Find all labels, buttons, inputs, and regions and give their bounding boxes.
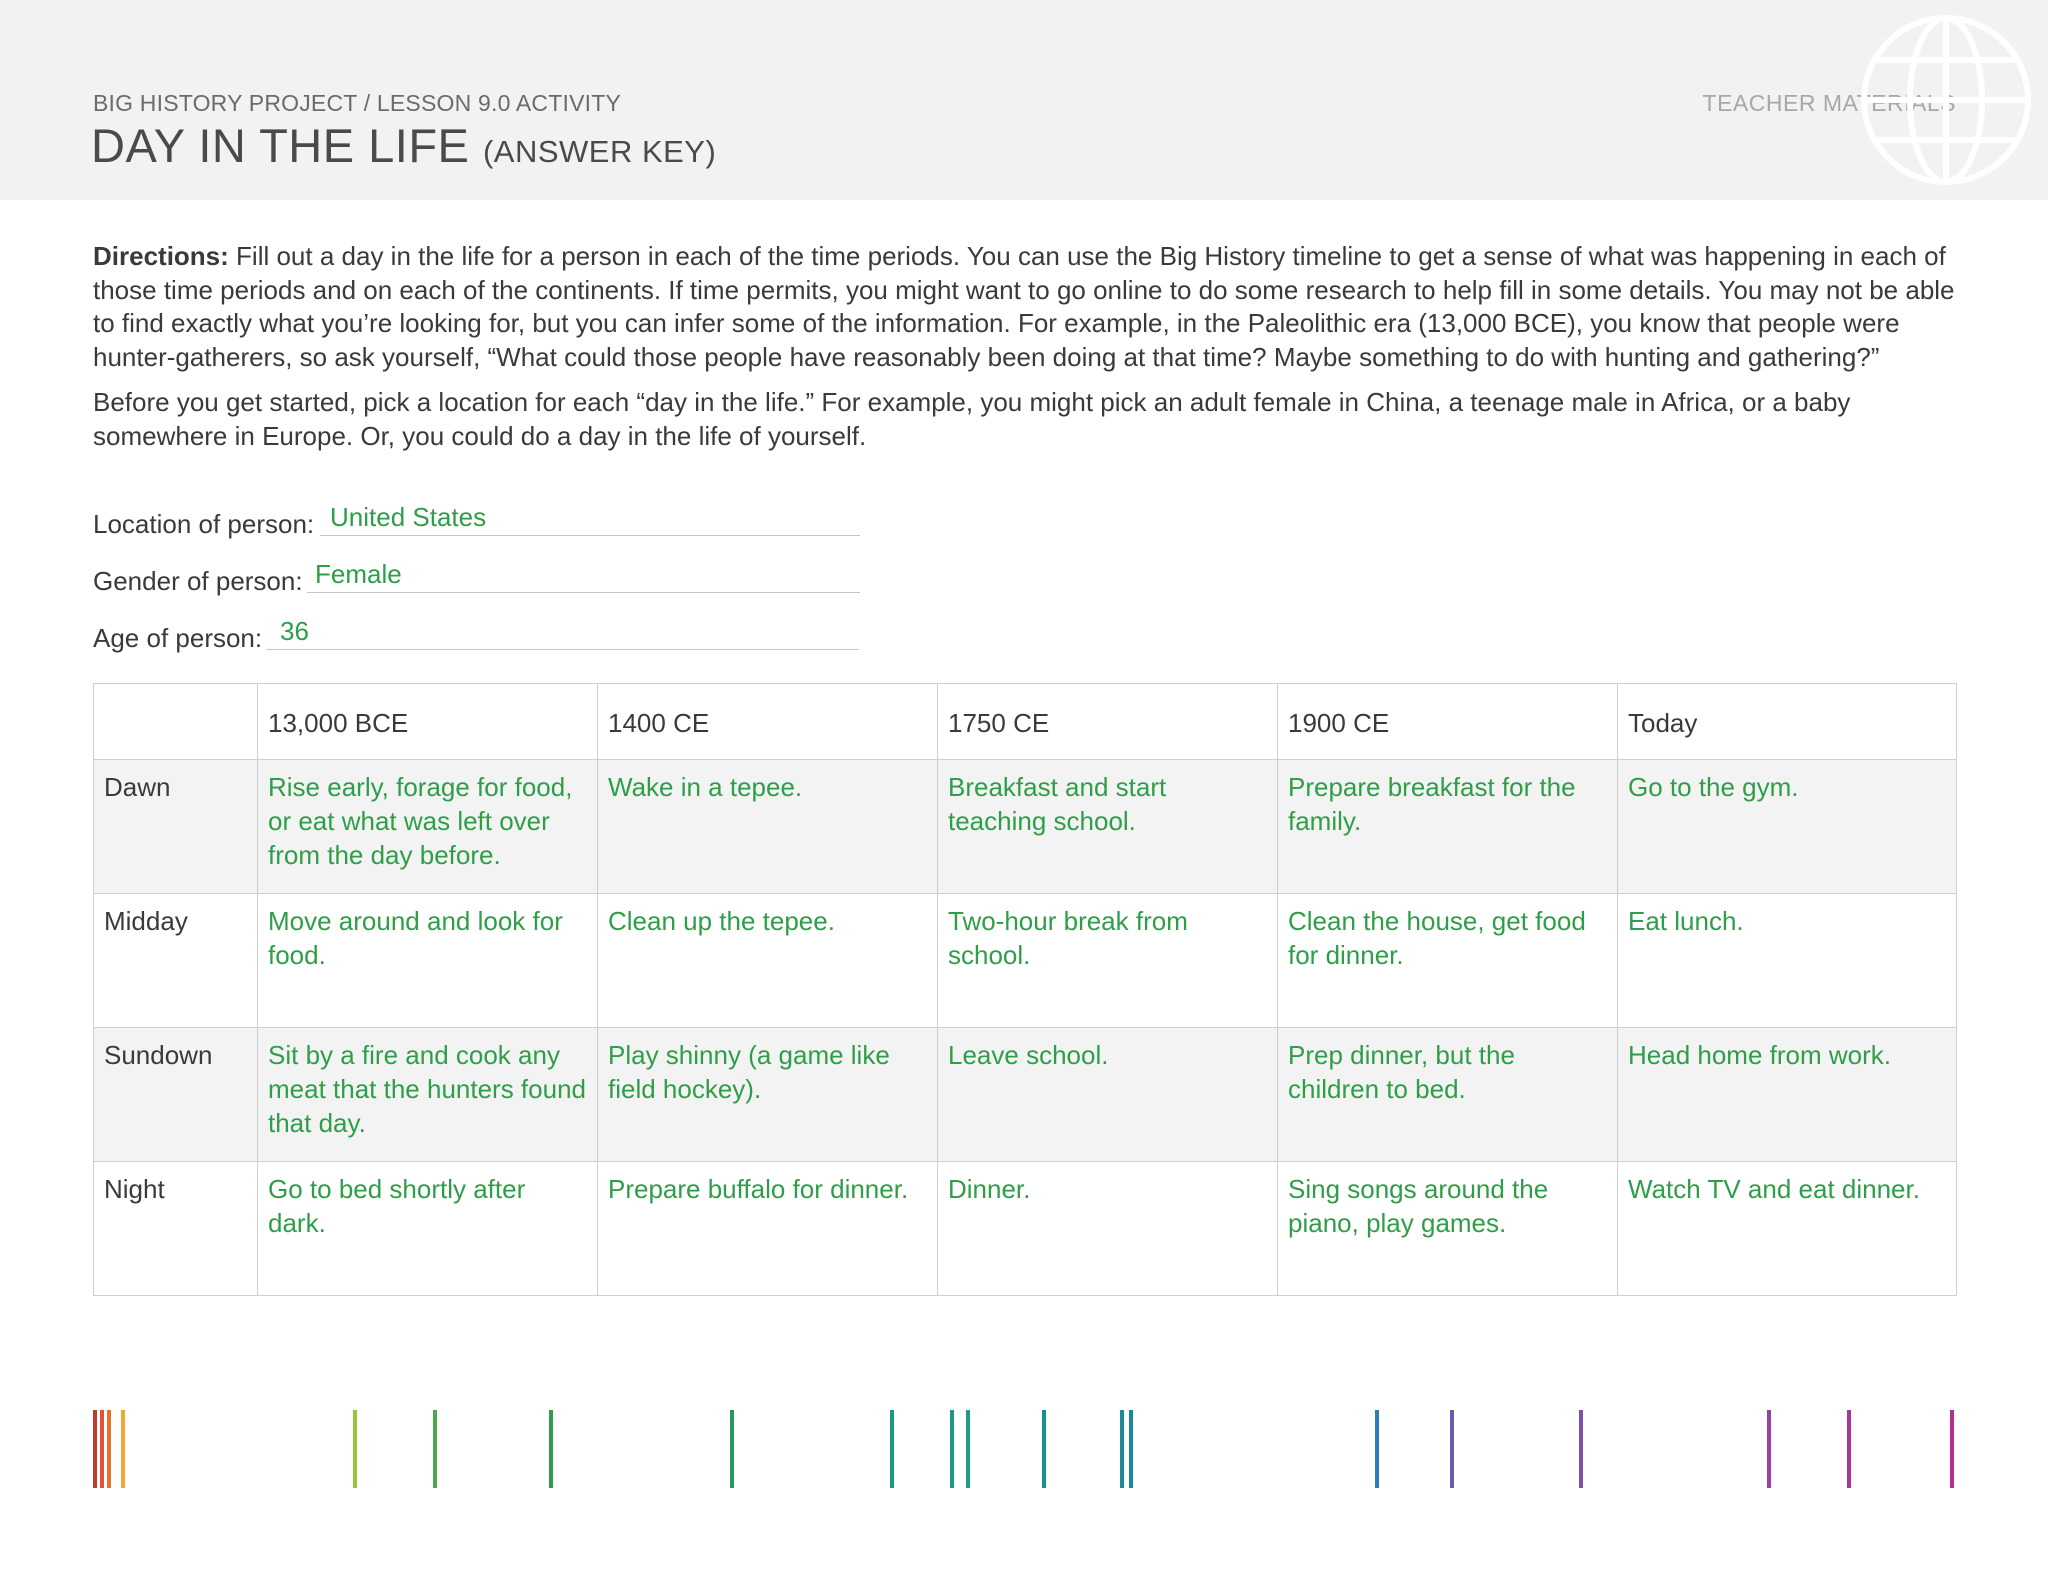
answer-cell[interactable]: Two-hour break from school. (938, 894, 1278, 1028)
page-header (0, 0, 2048, 200)
answer-cell[interactable]: Leave school. (938, 1028, 1278, 1162)
answer-cell[interactable]: Dinner. (938, 1162, 1278, 1296)
age-field (93, 614, 863, 654)
location-value: United States (330, 502, 487, 532)
answer-cell[interactable]: Prep dinner, but the children to bed. (1278, 1028, 1618, 1162)
location-input[interactable] (320, 500, 860, 536)
answer-cell[interactable]: Prepare buffalo for dinner. (598, 1162, 938, 1296)
table-row (94, 1162, 1957, 1296)
day-in-the-life-table (93, 683, 1957, 1296)
row-label: Night (94, 1162, 258, 1296)
column-header: 1750 CE (938, 684, 1278, 760)
directions-text (93, 240, 1973, 453)
answer-cell[interactable]: Go to the gym. (1618, 760, 1957, 894)
age-input[interactable] (266, 614, 859, 650)
directions-paragraph (93, 240, 1973, 374)
column-header: Today (1618, 684, 1957, 760)
page-title-main: DAY IN THE LIFE (91, 119, 470, 172)
column-header: 1400 CE (598, 684, 938, 760)
table-row (94, 760, 1957, 894)
age-label: Age of person: (93, 623, 263, 653)
column-header: 13,000 BCE (258, 684, 598, 760)
answer-cell[interactable]: Sit by a fire and cook any meat that the hunters found that day. (258, 1028, 598, 1162)
location-field (93, 500, 863, 540)
gender-field (93, 557, 863, 597)
table-header-row (94, 684, 1957, 760)
answer-cell[interactable]: Move around and look for food. (258, 894, 598, 1028)
table-row (94, 894, 1957, 1028)
table-row (94, 1028, 1957, 1162)
answer-cell[interactable]: Eat lunch. (1618, 894, 1957, 1028)
globe-icon (1848, 8, 2048, 200)
timeline-stripes-decoration (0, 1410, 2048, 1490)
directions-second-paragraph: Before you get started, pick a location for each “day in the life.” For example, you might pick an adult female in China, a teenage male in Africa, or a baby somewhere in Europe. Or, you could do a day in the life of yourself. (93, 387, 1851, 451)
answer-cell[interactable]: Breakfast and start teaching school. (938, 760, 1278, 894)
answer-cell[interactable]: Clean the house, get food for dinner. (1278, 894, 1618, 1028)
directions-lead: Directions: (93, 241, 229, 271)
answer-cell[interactable]: Head home from work. (1618, 1028, 1957, 1162)
row-label: Sundown (94, 1028, 258, 1162)
answer-cell[interactable]: Wake in a tepee. (598, 760, 938, 894)
column-header: 1900 CE (1278, 684, 1618, 760)
row-label: Dawn (94, 760, 258, 894)
answer-cell[interactable]: Go to bed shortly after dark. (258, 1162, 598, 1296)
gender-input[interactable] (307, 557, 860, 593)
column-header-blank (94, 684, 258, 760)
gender-value: Female (315, 559, 402, 589)
gender-label: Gender of person: (93, 566, 303, 596)
answer-cell[interactable]: Watch TV and eat dinner. (1618, 1162, 1957, 1296)
lesson-kicker: BIG HISTORY PROJECT / LESSON 9.0 ACTIVITY (93, 90, 621, 116)
directions-body: Fill out a day in the life for a person in each of the time periods. You can use the Big History timeline to get a sense of what was happening in each of those time periods and on each of the continents. If time permits, you might want to go online to do some research to help fill in some details. You may not be able to find exactly what you’re looking for, but you can infer some of the information. For example, in the Paleolithic era (13,000 BCE), you know that people were hunter-gatherers, so ask yourself, “What could those people have reasonably been doing at that time? Maybe something to do with hunting and gathering?” (93, 241, 1955, 372)
answer-cell[interactable]: Sing songs around the piano, play games. (1278, 1162, 1618, 1296)
age-value: 36 (280, 616, 309, 646)
page-title (91, 118, 716, 173)
row-label: Midday (94, 894, 258, 1028)
teacher-materials-label: TEACHER MATERIALS (1702, 90, 1956, 116)
location-label: Location of person: (93, 509, 315, 539)
answer-cell[interactable]: Prepare breakfast for the family. (1278, 760, 1618, 894)
answer-cell[interactable]: Clean up the tepee. (598, 894, 938, 1028)
answer-cell[interactable]: Play shinny (a game like field hockey). (598, 1028, 938, 1162)
answer-cell[interactable]: Rise early, forage for food, or eat what was left over from the day before. (258, 760, 598, 894)
page-title-suffix: (ANSWER KEY) (482, 134, 717, 169)
